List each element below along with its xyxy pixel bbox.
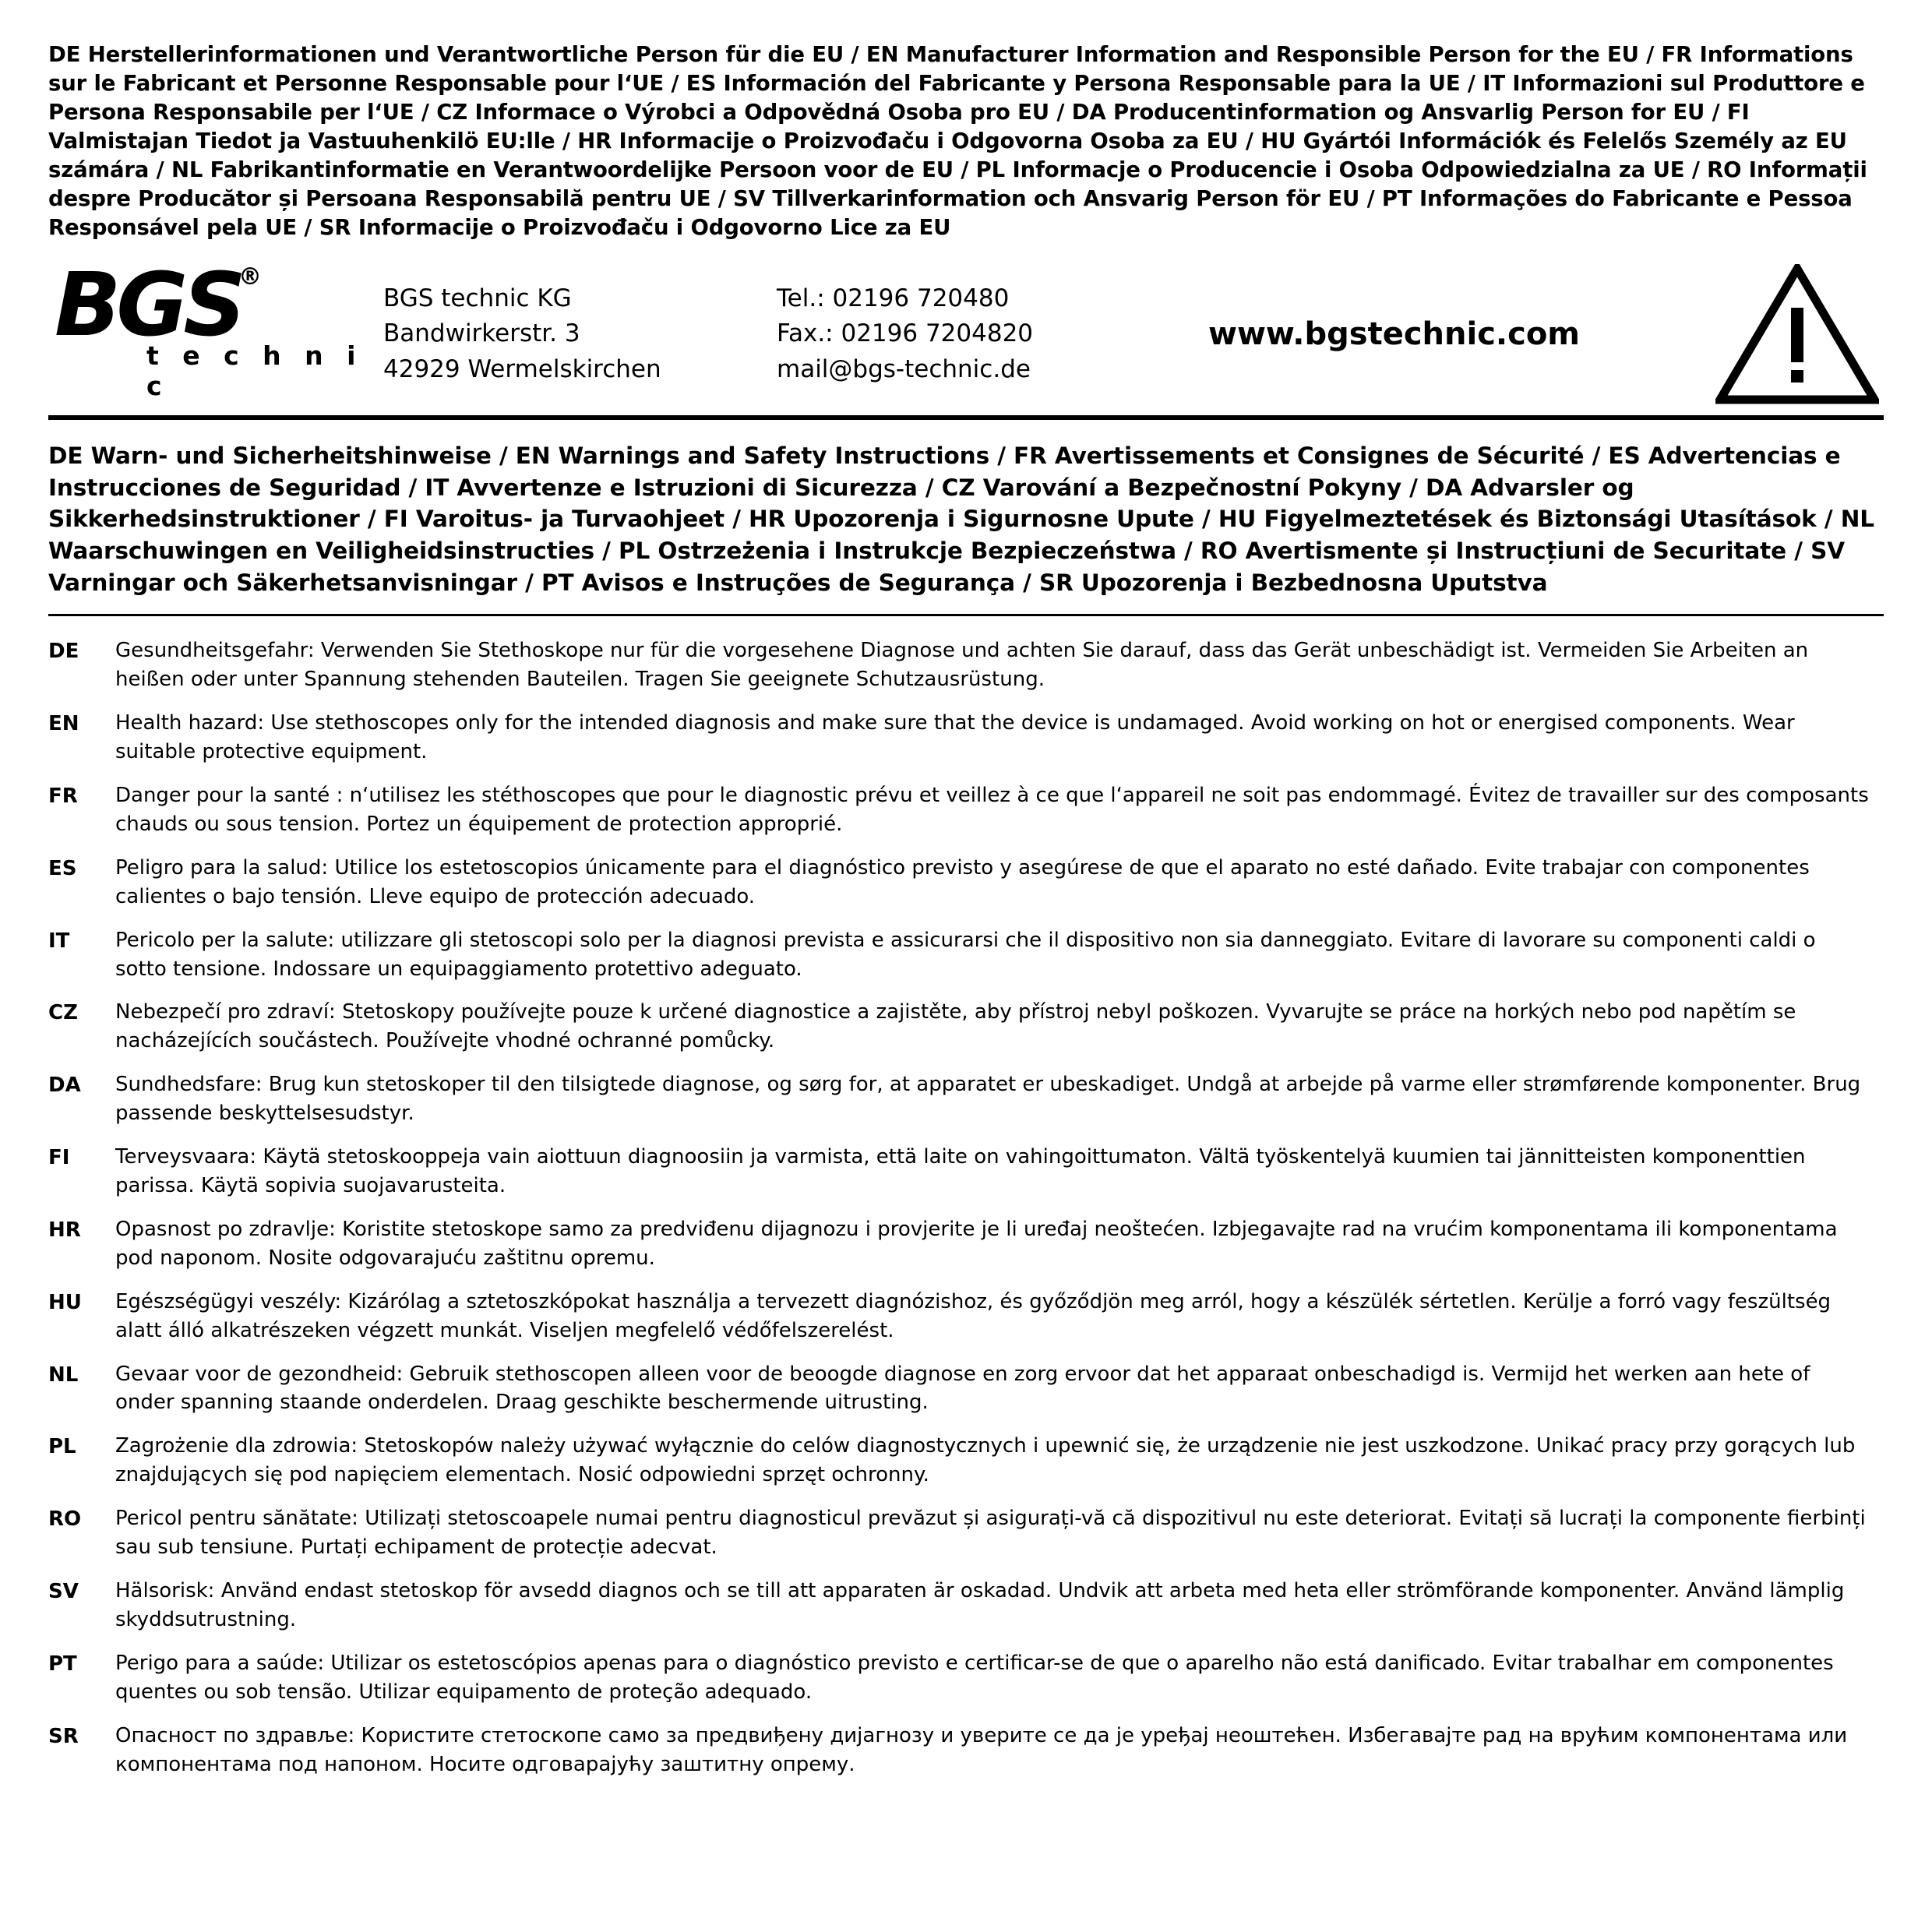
warning-text: Egészségügyi veszély: Kizárólag a sztetoszkópokat használja a tervezett diagnózishoz, és győződjön meg arról, hogy a készülék sértetlen. Kerülje a forró vagy feszültség alatt álló alkatrészeken végzett munkát. Viseljen megfelelő védőfelszerelést.: [115, 1289, 1832, 1342]
company-fax: Fax.: 02196 7204820: [777, 319, 1034, 348]
warning-text: Hälsorisk: Använd endast stetoskop för avsedd diagnos och se till att apparaten är oskadad. Undvik att arbeta med heta eller strömförande komponenter. Använd lämplig skyddsutrustning.: [115, 1578, 1845, 1631]
company-telephone: Tel.: 02196 720480: [777, 284, 1010, 312]
warning-row: [48, 1432, 1884, 1490]
warnings-list: [48, 636, 1884, 1779]
warning-text: Nebezpečí pro zdraví: Stetoskopy používejte pouze k určené diagnostice a zajistěte, aby přístroj nebyl poškozen. Vyvarujte se práce na horkých nebo pod napětím se nacházejících součástech. Používejte vhodné ochranné pomůcky.: [115, 1000, 1796, 1053]
warning-text: Gesundheitsgefahr: Verwenden Sie Stethoskope nur für die vorgesehene Diagnose und achten Sie darauf, dass das Gerät unbeschädigt ist. Vermeiden Sie Arbeiten an heißen oder unter Spannung stehenden Bauteilen. Tragen Sie geeignete Schutzausrüstung.: [115, 639, 1809, 692]
warning-text: Pericolo per la salute: utilizzare gli stetoscopi solo per la diagnosi prevista e assicurarsi che il dispositivo non sia danneggiato. Evitare di lavorare su componenti caldi o sotto tensione. Indossare un equipaggiamento protettivo adeguato.: [115, 928, 1816, 981]
warning-row: [48, 1577, 1884, 1634]
warning-text: Gevaar voor de gezondheid: Gebruik stethoscopen alleen voor de beoogde diagnose en zorg ervoor dat het apparaat onbeschadigd is. Vermijd het werken aan hete of onder spanning staande onderdelen. Draag geschikte beschermende uitrusting.: [115, 1362, 1810, 1415]
warning-row: [48, 1722, 1884, 1779]
warning-row: [48, 636, 1884, 694]
warning-language-code: DA: [48, 1074, 81, 1098]
warning-language-code: HU: [48, 1290, 82, 1314]
warning-language-code: SV: [48, 1579, 79, 1603]
warning-language-code: PT: [48, 1652, 77, 1676]
company-email[interactable]: mail@bgs-technic.de: [777, 354, 1031, 383]
warning-row: [48, 781, 1884, 839]
company-street: Bandwirkerstr. 3: [383, 319, 580, 348]
warning-row: [48, 1649, 1884, 1707]
warning-text: Terveysvaara: Käytä stetoskooppeja vain aiottuun diagnoosiin ja varmista, että laite on vahingoittumaton. Vältä työskentelyä kuumien tai jännitteisten komponenttien parissa. Käytä sopivia suojavarusteita.: [115, 1145, 1806, 1197]
warning-row: [48, 1070, 1884, 1128]
warning-row: [48, 854, 1884, 911]
warning-text: Opasnost po zdravlje: Koristite stetoskope samo za predviđenu dijagnozu i provjerite je li uređaj neoštećen. Izbjegavajte rad na vrućim komponentama ili komponentama pod naponom. Nosite odgovarajuću zaštitnu opremu.: [115, 1217, 1838, 1270]
company-website[interactable]: www.bgstechnic.com: [1208, 316, 1580, 352]
warning-language-code: DE: [48, 640, 79, 664]
bgs-logo: [48, 255, 383, 402]
registered-trademark-icon: ®: [238, 263, 262, 291]
warning-text: Sundhedsfare: Brug kun stetoskoper til den tilsigtede diagnose, og sørg for, at apparatet er ubeskadiget. Undgå at arbejde på varme eller strømførende komponenter. Brug passende beskyttelsesudstyr.: [115, 1073, 1861, 1126]
warning-language-code: PL: [48, 1435, 76, 1459]
warning-row: [48, 926, 1884, 984]
warning-language-code: FI: [48, 1146, 70, 1170]
warning-language-code: IT: [48, 929, 70, 953]
warning-language-code: RO: [48, 1507, 82, 1532]
warning-language-code: NL: [48, 1363, 79, 1387]
manufacturer-info-heading: DE Herstellerinformationen und Verantwortliche Person für die EU / EN Manufacturer Information and Responsible Person for the EU / FR Informations sur le Fabricant et Personne Responsable pour l‘UE / ES Información del Fabricante y Persona Responsable para la UE / IT Informazioni sul Produttore e Persona Responsabile per l‘UE / CZ Informace o Výrobci a Odpovědná Osoba pro EU / DA Producentinformation og Ansvarlig Person for EU / FI Valmistajan Tiedot ja Vastuuhenkilö EU:lle / HR Informacije o Proizvođaču i Odgovorna Osoba za EU / HU Gyártói Információk és Felelős Személy az EU számára / NL Fabrikantinformatie en Verantwoordelijke Persoon voor de EU / PL Informacje o Producencie i Osoba Odpowiedzialna za UE / RO Informații despre Producător și Persoana Responsabilă pentru UE / SV Tillverkarinformation och Ansvarig Person för EU / PT Informações do Fabricante e Pessoa Responsável pela UE / SR Informacije o Proizvođaču i Odgovorno Lice za EU: [48, 42, 1867, 240]
warning-row: [48, 1360, 1884, 1418]
warning-row: [48, 1215, 1884, 1273]
warning-text: Peligro para la salud: Utilice los estetoscopios únicamente para el diagnóstico previsto y asegúrese de que el aparato no esté dañado. Evite trabajar con componentes calientes o bajo tensión. Lleve equipo de protección adecuado.: [115, 855, 1810, 908]
warning-row: [48, 1143, 1884, 1200]
safety-section-heading: DE Warn- und Sicherheitshinweise / EN Warnings and Safety Instructions / FR Avertissements et Consignes de Sécurité / ES Advertencias e Instrucciones de Seguridad / IT Avvertenze e Istruzioni di Sicurezza / CZ Varování a Bezpečnostní Pokyny / DA Advarsler og Sikkerhedsinstruktioner / FI Varoitus- ja Turvaohjeet / HR Upozorenja i Sigurnosne Upute / HU Figyelmeztetések és Biztonsági Utasítások / NL Waarschuwingen en Veiligheidsinstructies / PL Ostrzeżenia i Instrukcje Bezpieczeństwa / RO Avertismente și Instrucțiuni de Securitate / SV Varningar och Säkerhetsanvisningar / PT Avisos e Instruções de Segurança / SR Upozorenja i Bezbednosna Uputstva: [48, 440, 1884, 617]
warning-language-code: CZ: [48, 1001, 78, 1025]
warning-language-code: SR: [48, 1724, 79, 1748]
warning-row: [48, 998, 1884, 1056]
warning-language-code: FR: [48, 784, 78, 809]
warning-row: [48, 709, 1884, 767]
logo-subtitle: t e c h n i c: [146, 340, 363, 402]
warning-triangle-icon: [1700, 264, 1884, 404]
company-contact: [777, 281, 1112, 388]
company-city: 42929 Wermelskirchen: [383, 354, 661, 383]
warning-language-code: ES: [48, 856, 77, 880]
warning-text: Perigo para a saúde: Utilizar os estetoscópios apenas para o diagnóstico previsto e certificar-se de que o aparelho não está danificado. Evitar trabalhar em componentes quentes ou sob tensão. Utilizar equipamento de proteção adequado.: [115, 1651, 1834, 1704]
logo-wordmark: BGS: [55, 255, 242, 357]
warning-text: Опасност по здрављe: Користите стетоскопe само за предвиђену дијагнозу и уверите се да је уређај неоштећен. Избегавајте рад на врућим компонентама или компонентама под напоном. Носите одговарајућу заштитну опрему.: [115, 1723, 1848, 1776]
warning-row: [48, 1504, 1884, 1562]
warning-text: Danger pour la santé : n‘utilisez les stéthoscopes que pour le diagnostic prévu et veillez à ce que l‘appareil ne soit pas endommagé. Évitez de travailler sur des composants chauds ou sous tension. Portez un équipement de protection approprié.: [115, 784, 1869, 836]
company-name: BGS technic KG: [383, 284, 572, 312]
warning-text: Pericol pentru sănătate: Utilizați stetoscoapele numai pentru diagnosticul prevăzut și asigurați-vă că dispozitivul nu este deteriorat. Evitați să lucrați la componente fierbinți sau sub tensiune. Purtați echipament de protecție adecvat.: [115, 1507, 1866, 1560]
warning-language-code: HR: [48, 1218, 81, 1242]
warning-row: [48, 1288, 1884, 1345]
warning-language-code: EN: [48, 712, 79, 736]
company-address: [383, 281, 777, 388]
warning-text: Zagrożenie dla zdrowia: Stetoskopów należy używać wyłącznie do celów diagnostycznych i upewnić się, że urządzenie nie jest uszkodzone. Unikać pracy przy gorących lub znajdujących się pod napięciem elementach. Nosić odpowiedni sprzęt ochronny.: [115, 1434, 1856, 1487]
company-band: [48, 253, 1884, 420]
warning-text: Health hazard: Use stethoscopes only for the intended diagnosis and make sure that the device is undamaged. Avoid working on hot or energised components. Wear suitable protective equipment.: [115, 711, 1795, 764]
